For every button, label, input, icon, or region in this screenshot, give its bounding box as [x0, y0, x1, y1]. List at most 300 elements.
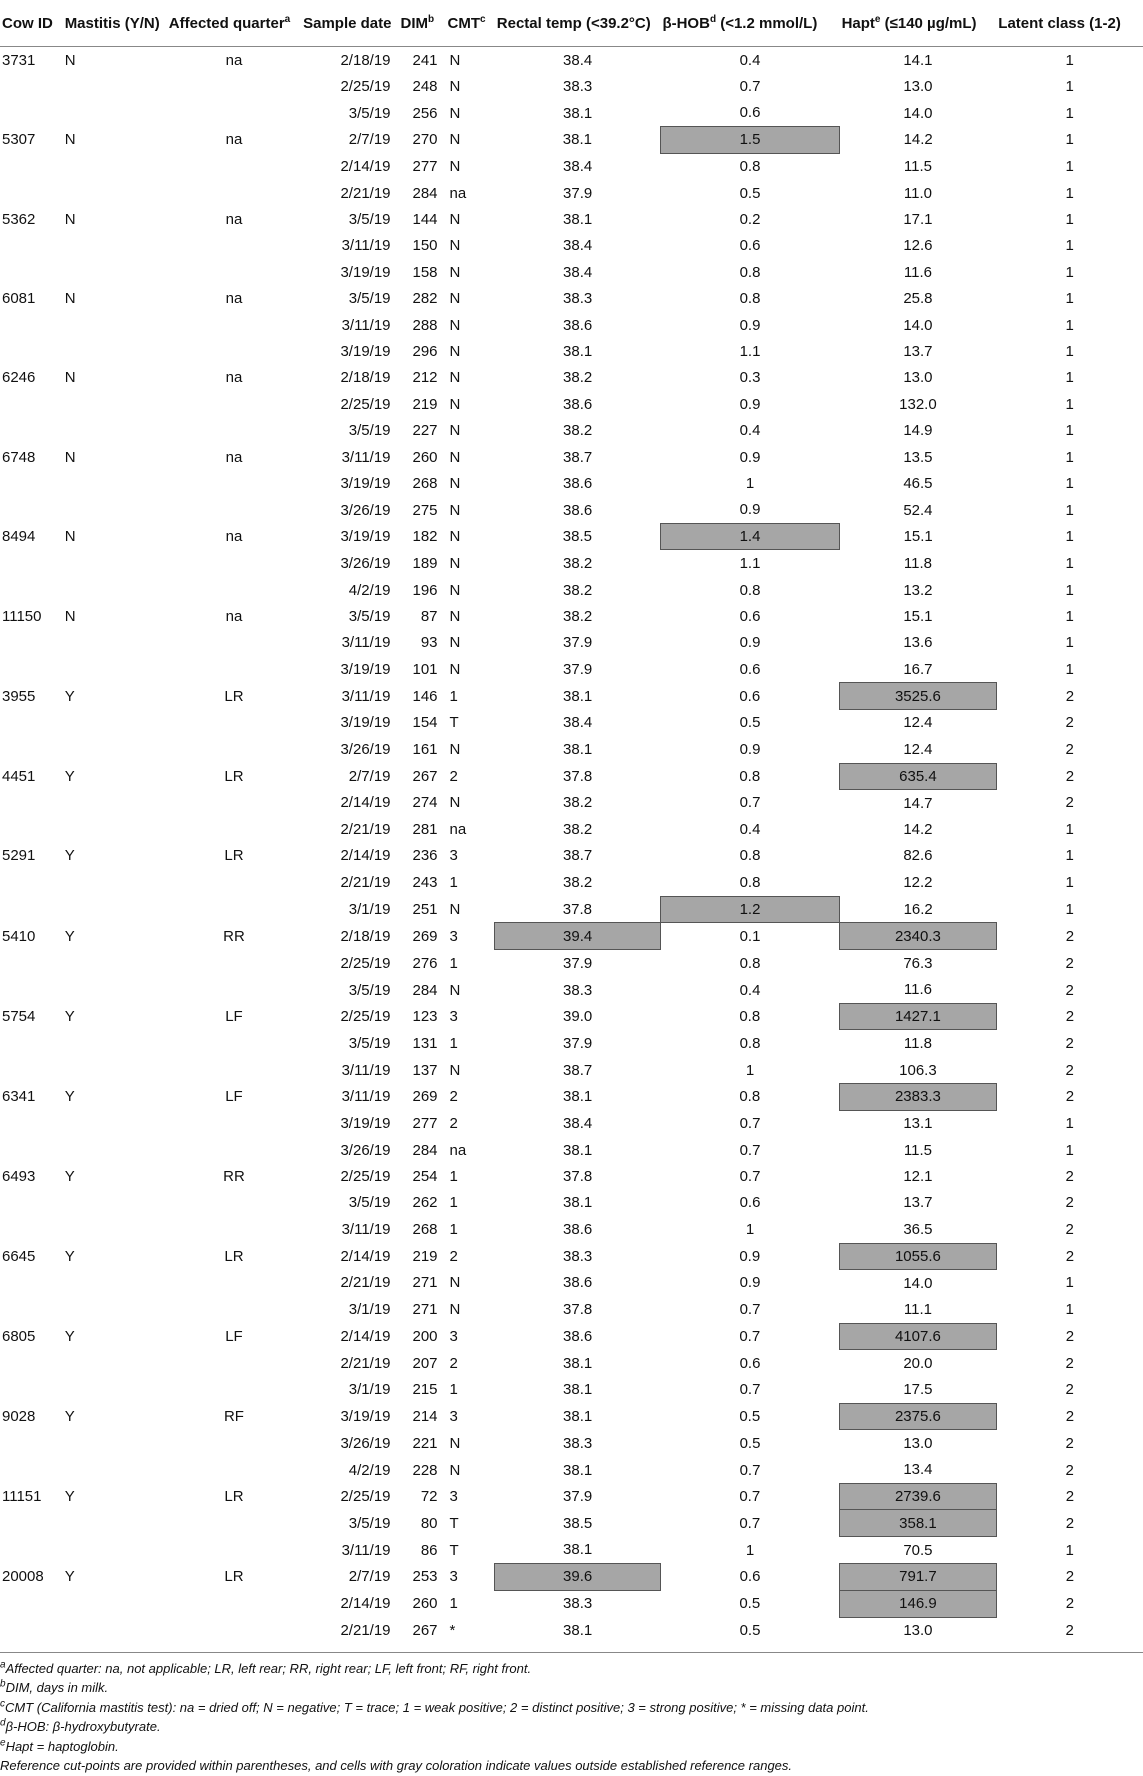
cell-dim: 269 — [412, 927, 438, 945]
cell-quarter: LF — [225, 1008, 243, 1026]
cell-hapt: 12.6 — [903, 237, 933, 255]
cell-latent-class: 1 — [1065, 607, 1074, 625]
cell-dim: 256 — [412, 104, 438, 122]
cell-hapt: 14.7 — [903, 794, 933, 812]
cell-quarter: LR — [224, 1247, 244, 1265]
cell-quarter: LF — [225, 1327, 243, 1345]
cell-mastitis — [63, 1350, 167, 1377]
cell-cow-id: 5307 — [2, 131, 36, 149]
cell-rectal-temp: 38.6 — [563, 1221, 593, 1239]
cell-bhob: 0.4 — [739, 981, 761, 999]
cell-mastitis — [63, 709, 167, 736]
cell-latent-class: 2 — [1065, 687, 1075, 705]
table-row — [0, 1137, 1143, 1163]
cell-dim: 215 — [412, 1381, 438, 1399]
cell-cow-id — [0, 1269, 63, 1296]
cell-bhob: 0.6 — [739, 1568, 761, 1586]
cell-cmt: N — [449, 263, 461, 281]
cell-cow-id — [0, 391, 63, 417]
cell-quarter — [167, 417, 301, 443]
cell-quarter: na — [225, 607, 243, 625]
cell-cmt: T — [449, 1541, 459, 1559]
cell-cmt: N — [449, 581, 461, 599]
cell-quarter: LR — [224, 767, 244, 785]
table-row — [0, 1243, 1143, 1269]
cell-hapt: 14.9 — [903, 422, 933, 440]
cell-mastitis: N — [64, 131, 76, 149]
cell-rectal-temp: 38.1 — [563, 211, 593, 229]
cell-quarter — [167, 1296, 301, 1323]
cell-quarter: na — [225, 51, 243, 69]
cell-mastitis: N — [64, 211, 76, 229]
cell-bhob: 0.5 — [739, 1595, 761, 1613]
cell-cmt: 2 — [449, 1115, 458, 1133]
cell-cow-id — [0, 1510, 63, 1536]
cell-hapt: 1427.1 — [840, 1004, 997, 1030]
cell-cmt: N — [449, 211, 461, 229]
cell-rectal-temp: 38.1 — [563, 687, 593, 705]
cell-quarter: RR — [223, 1168, 245, 1186]
cell-mastitis — [63, 1110, 167, 1137]
cell-hapt: 16.2 — [903, 900, 933, 918]
col-header-cmt: CMT$^c$ — [446, 0, 495, 47]
cell-rectal-temp: 38.1 — [563, 1621, 593, 1639]
cell-mastitis — [63, 950, 167, 977]
cell-cow-id — [0, 709, 63, 736]
cell-bhob: 0.8 — [739, 1008, 761, 1026]
cell-hapt: 132.0 — [899, 395, 937, 413]
cell-latent-class: 1 — [1065, 316, 1074, 334]
cell-dim: 228 — [412, 1461, 438, 1479]
cell-cow-id: 20008 — [2, 1568, 44, 1586]
cell-mastitis — [63, 1030, 167, 1057]
cell-rectal-temp: 38.2 — [563, 581, 593, 599]
cell-mastitis: Y — [64, 687, 75, 705]
cell-dim: 270 — [412, 131, 438, 149]
cell-bhob: 0.7 — [739, 1115, 761, 1133]
table-row — [0, 47, 1143, 74]
cell-bhob: 0.4 — [739, 51, 761, 69]
cell-sample-date: 3/5/19 — [348, 981, 391, 999]
cell-mastitis — [63, 1137, 167, 1163]
table-row — [0, 153, 1143, 180]
col-header-bhob: β-HOB$^d$ (<1.2 mmol/L) — [660, 0, 839, 47]
cell-dim: 254 — [412, 1168, 438, 1186]
cell-rectal-temp: 38.1 — [563, 1381, 593, 1399]
cell-hapt: 12.4 — [903, 714, 933, 732]
cell-cmt: N — [449, 794, 461, 812]
cell-dim: 200 — [412, 1327, 438, 1345]
cell-cow-id: 5362 — [2, 211, 36, 229]
cell-rectal-temp: 38.4 — [563, 237, 593, 255]
cell-sample-date: 3/19/19 — [340, 714, 391, 732]
cell-dim: 296 — [412, 342, 438, 360]
cell-cow-id: 5410 — [2, 927, 36, 945]
cell-quarter — [167, 630, 301, 656]
cell-cmt: T — [449, 1514, 459, 1532]
cell-quarter: RF — [223, 1408, 244, 1426]
cell-hapt: 13.0 — [903, 369, 933, 387]
cell-rectal-temp: 38.2 — [563, 422, 593, 440]
cell-sample-date: 2/21/19 — [340, 821, 391, 839]
cell-quarter — [167, 259, 301, 285]
cell-quarter — [167, 816, 301, 842]
table-row — [0, 1617, 1143, 1644]
cell-quarter — [167, 233, 301, 259]
cell-cow-id — [0, 180, 63, 206]
cell-cow-id — [0, 153, 63, 180]
cell-cmt: 3 — [449, 1327, 458, 1345]
cell-cow-id: 5291 — [2, 847, 36, 865]
cell-cmt: N — [449, 474, 461, 492]
cell-cow-id — [0, 1030, 63, 1057]
cell-cmt: 2 — [449, 1354, 458, 1372]
footnote-text: Hapt = haptoglobin. — [5, 1738, 119, 1754]
cell-sample-date: 3/1/19 — [348, 1381, 391, 1399]
cell-rectal-temp: 38.6 — [563, 316, 593, 334]
cell-cmt: N — [449, 634, 461, 652]
cell-rectal-temp: 37.8 — [563, 1301, 593, 1319]
cell-sample-date: 2/14/19 — [340, 794, 391, 812]
cell-dim: 137 — [412, 1061, 438, 1079]
cell-latent-class: 1 — [1065, 131, 1074, 149]
cell-bhob: 0.6 — [739, 687, 761, 705]
cell-latent-class: 1 — [1065, 1115, 1074, 1133]
cell-dim: 196 — [412, 581, 438, 599]
cell-bhob: 0.7 — [739, 1301, 761, 1319]
footnote-text: DIM, days in milk. — [5, 1680, 109, 1696]
table-row — [0, 896, 1143, 923]
cell-mastitis — [63, 1590, 167, 1617]
cell-sample-date: 2/25/19 — [340, 78, 391, 96]
cell-quarter — [167, 497, 301, 524]
cell-bhob: 0.9 — [739, 316, 761, 334]
cell-hapt: 2383.3 — [840, 1084, 997, 1110]
cell-bhob: 0.6 — [739, 104, 761, 122]
col-header-mastitis: Mastitis (Y/N) — [63, 0, 167, 47]
cell-sample-date: 3/11/19 — [341, 448, 391, 466]
cell-quarter — [167, 577, 301, 603]
cell-mastitis: Y — [64, 1247, 75, 1265]
cell-cow-id — [0, 338, 63, 364]
cell-latent-class: 1 — [1065, 660, 1074, 678]
table-row — [0, 603, 1143, 629]
cell-hapt: 82.6 — [903, 847, 933, 865]
cell-sample-date: 3/5/19 — [348, 290, 391, 308]
cell-hapt: 12.1 — [903, 1168, 933, 1186]
cell-sample-date: 3/5/19 — [348, 1514, 391, 1532]
cell-cow-id — [0, 1296, 63, 1323]
table-row — [0, 977, 1143, 1004]
cell-mastitis — [63, 896, 167, 923]
cell-bhob: 1.1 — [739, 342, 761, 360]
table-body — [0, 47, 1143, 1644]
cell-quarter: na — [225, 211, 243, 229]
cell-latent-class: 2 — [1065, 1461, 1074, 1479]
footnote-text: β-HOB: β-hydroxybutyrate. — [5, 1719, 161, 1735]
cell-dim: 284 — [412, 981, 438, 999]
table-row — [0, 789, 1143, 816]
cell-sample-date: 2/7/19 — [348, 767, 391, 785]
cell-rectal-temp: 37.9 — [563, 660, 593, 678]
cell-mastitis — [63, 153, 167, 180]
cell-cmt: 2 — [449, 1088, 458, 1106]
cell-cmt: N — [449, 1061, 461, 1079]
cell-rectal-temp: 38.4 — [563, 263, 593, 281]
cell-hapt: 13.6 — [903, 634, 933, 652]
cell-sample-date: 2/14/19 — [340, 158, 391, 175]
table-row — [0, 1377, 1143, 1404]
cell-latent-class: 1 — [1065, 104, 1074, 122]
cell-cmt: N — [449, 158, 461, 175]
cell-hapt: 11.1 — [903, 1301, 932, 1319]
table-row — [0, 683, 1143, 709]
cell-latent-class: 1 — [1065, 422, 1074, 440]
cell-bhob: 0.7 — [739, 1141, 761, 1159]
cell-sample-date: 3/1/19 — [348, 900, 391, 918]
cell-cmt: N — [449, 131, 461, 149]
cell-hapt: 4107.6 — [840, 1323, 997, 1349]
cell-dim: 284 — [412, 1141, 438, 1159]
cell-hapt: 12.2 — [903, 874, 933, 892]
cell-mastitis — [63, 417, 167, 443]
table-row — [0, 1296, 1143, 1323]
cell-bhob: 0.7 — [739, 794, 761, 812]
cell-latent-class: 1 — [1065, 395, 1074, 413]
cell-quarter — [167, 709, 301, 736]
table-row — [0, 1004, 1143, 1030]
cell-dim: 227 — [412, 422, 438, 440]
cell-cow-id — [0, 1110, 63, 1137]
cell-rectal-temp: 38.1 — [563, 342, 593, 360]
cell-cow-id — [0, 550, 63, 577]
cell-latent-class: 1 — [1065, 847, 1074, 865]
cell-dim: 248 — [412, 78, 438, 96]
cell-cow-id — [0, 789, 63, 816]
cell-hapt: 76.3 — [903, 954, 933, 972]
cell-bhob: 1 — [745, 1541, 755, 1559]
cell-hapt: 13.7 — [903, 1194, 933, 1212]
cell-mastitis — [63, 259, 167, 285]
cell-dim: 269 — [412, 1088, 438, 1106]
cell-sample-date: 2/7/19 — [348, 131, 391, 149]
cell-hapt: 14.0 — [903, 104, 933, 122]
table-row — [0, 206, 1143, 232]
cell-rectal-temp: 38.3 — [563, 78, 593, 96]
cell-hapt: 106.3 — [899, 1061, 937, 1079]
cell-cow-id — [0, 630, 63, 656]
cell-mastitis: Y — [64, 1008, 75, 1026]
cell-quarter — [167, 896, 301, 923]
cell-sample-date: 3/19/19 — [340, 528, 391, 546]
cell-rectal-temp: 38.3 — [563, 290, 593, 308]
cell-latent-class: 1 — [1065, 1541, 1074, 1559]
cell-cow-id — [0, 1057, 63, 1084]
cell-sample-date: 3/11/19 — [341, 1541, 391, 1559]
cell-hapt: 17.1 — [903, 211, 933, 229]
cell-hapt: 11.6 — [903, 263, 932, 281]
cell-cow-id — [0, 736, 63, 763]
cell-latent-class: 2 — [1065, 794, 1074, 812]
cell-sample-date: 3/19/19 — [340, 263, 391, 281]
cell-mastitis: Y — [64, 1408, 75, 1426]
cell-bhob: 0.7 — [739, 78, 761, 96]
cell-bhob: 0.9 — [739, 741, 761, 759]
cell-latent-class: 2 — [1065, 954, 1074, 972]
cell-mastitis — [63, 1377, 167, 1404]
cell-dim: 241 — [412, 51, 438, 69]
cell-quarter — [167, 1137, 301, 1163]
cell-mastitis — [63, 789, 167, 816]
cell-latent-class: 1 — [1065, 474, 1074, 492]
cell-rectal-temp: 38.4 — [563, 1115, 593, 1133]
cell-cow-id — [0, 656, 63, 683]
table-row — [0, 656, 1143, 683]
cell-hapt: 13.0 — [903, 1622, 933, 1640]
table-row — [0, 470, 1143, 496]
cell-mastitis: N — [64, 528, 76, 546]
col-header-temp: Rectal temp (<39.2°C) — [495, 0, 661, 47]
cell-bhob: 0.6 — [739, 1194, 761, 1212]
footnote-marker: b — [0, 1679, 6, 1691]
cell-rectal-temp: 38.6 — [563, 395, 593, 413]
cell-rectal-temp: 38.4 — [563, 714, 593, 732]
cell-sample-date: 2/14/19 — [340, 847, 391, 865]
cell-bhob: 0.2 — [739, 211, 761, 229]
table-row — [0, 816, 1143, 842]
cell-latent-class: 2 — [1065, 1168, 1074, 1186]
cell-quarter — [167, 312, 301, 338]
cell-dim: 288 — [412, 316, 438, 334]
cell-rectal-temp: 38.3 — [563, 1595, 593, 1613]
footnote-marker: d — [0, 1718, 6, 1730]
cell-sample-date: 2/7/19 — [348, 1568, 391, 1586]
cell-cmt: N — [449, 1274, 461, 1292]
cell-hapt: 13.0 — [903, 78, 933, 96]
cell-mastitis: N — [64, 51, 76, 69]
cell-dim: 281 — [412, 821, 438, 839]
cell-latent-class: 1 — [1065, 290, 1074, 308]
cell-mastitis: N — [64, 448, 76, 466]
cell-cmt: 1 — [449, 874, 458, 892]
cell-cmt: 3 — [449, 1488, 458, 1506]
cell-sample-date: 2/25/19 — [340, 1488, 391, 1506]
cell-sample-date: 3/26/19 — [340, 741, 391, 759]
footnote-marker: a — [0, 1659, 6, 1671]
table-row — [0, 417, 1143, 443]
cell-dim: 219 — [412, 1247, 438, 1265]
cell-dim: 274 — [412, 794, 438, 812]
cell-bhob: 1 — [745, 474, 755, 492]
cell-bhob: 0.6 — [739, 1354, 761, 1372]
table-row — [0, 1536, 1143, 1563]
cell-rectal-temp: 38.4 — [563, 158, 593, 175]
cell-cmt: 1 — [449, 687, 458, 705]
cell-rectal-temp: 38.3 — [563, 1247, 593, 1265]
cell-bhob: 1.2 — [660, 896, 839, 923]
cell-sample-date: 2/21/19 — [340, 1621, 391, 1639]
cell-cow-id — [0, 577, 63, 603]
cell-quarter — [167, 1377, 301, 1404]
cell-mastitis — [63, 656, 167, 683]
cell-rectal-temp: 38.2 — [563, 821, 593, 839]
cell-cmt: * — [449, 1621, 456, 1639]
cell-mastitis: Y — [64, 1568, 75, 1586]
cell-hapt: 70.5 — [903, 1541, 933, 1559]
cell-sample-date: 3/26/19 — [340, 1141, 391, 1159]
cell-bhob: 0.3 — [739, 369, 761, 387]
cell-cow-id — [0, 977, 63, 1004]
cell-quarter: LF — [225, 1088, 243, 1106]
cell-sample-date: 2/18/19 — [340, 927, 391, 945]
cell-bhob: 0.8 — [739, 954, 761, 972]
table-row — [0, 497, 1143, 524]
cell-cmt: N — [449, 78, 461, 96]
table-row — [0, 312, 1143, 338]
cell-latent-class: 2 — [1065, 1595, 1075, 1613]
cell-latent-class: 1 — [1065, 51, 1074, 69]
cell-mastitis: N — [64, 290, 76, 308]
cell-cmt: 3 — [449, 1008, 458, 1026]
cell-quarter — [167, 1110, 301, 1137]
table-row — [0, 736, 1143, 763]
cell-rectal-temp: 38.2 — [563, 607, 593, 625]
cell-sample-date: 3/1/19 — [348, 1301, 391, 1319]
cell-cow-id: 6645 — [2, 1247, 36, 1265]
table-row — [0, 286, 1143, 312]
cell-mastitis — [63, 1430, 167, 1457]
cell-cow-id — [0, 470, 63, 496]
cell-hapt: 1055.6 — [840, 1243, 997, 1269]
cell-quarter — [167, 656, 301, 683]
cell-rectal-temp: 39.6 — [495, 1564, 661, 1590]
cell-bhob: 0.8 — [739, 847, 761, 865]
cell-dim: 267 — [412, 1621, 438, 1639]
cell-latent-class: 2 — [1065, 1434, 1074, 1452]
cell-quarter — [167, 550, 301, 577]
cell-quarter — [167, 789, 301, 816]
table-row — [0, 338, 1143, 364]
cell-sample-date: 3/19/19 — [340, 474, 391, 492]
cell-hapt: 14.0 — [903, 316, 933, 334]
cell-rectal-temp: 37.8 — [563, 1168, 593, 1186]
cell-mastitis — [63, 577, 167, 603]
cell-quarter — [167, 1057, 301, 1084]
cell-dim: 271 — [412, 1274, 438, 1292]
table-row — [0, 1057, 1143, 1084]
col-header-dim: DIM$^b$ — [399, 0, 446, 47]
cell-hapt: 46.5 — [903, 474, 933, 492]
header-row — [0, 0, 1143, 47]
cell-bhob: 1.5 — [660, 127, 839, 153]
cell-cow-id — [0, 497, 63, 524]
cell-mastitis — [63, 816, 167, 842]
cell-latent-class: 1 — [1065, 448, 1074, 466]
cell-hapt: 14.2 — [903, 821, 933, 839]
cell-mastitis — [63, 1296, 167, 1323]
cell-latent-class: 2 — [1065, 741, 1074, 759]
cell-rectal-temp: 37.8 — [562, 900, 592, 918]
table-row — [0, 1403, 1143, 1429]
cell-quarter — [167, 977, 301, 1004]
cell-quarter — [167, 1350, 301, 1377]
cell-sample-date: 3/19/19 — [340, 1115, 391, 1133]
table-row — [0, 259, 1143, 285]
cell-hapt: 17.5 — [903, 1381, 933, 1399]
table-row — [0, 444, 1143, 470]
col-header-latent: Latent class (1-2) — [996, 0, 1143, 47]
cell-rectal-temp: 38.1 — [563, 1354, 593, 1372]
